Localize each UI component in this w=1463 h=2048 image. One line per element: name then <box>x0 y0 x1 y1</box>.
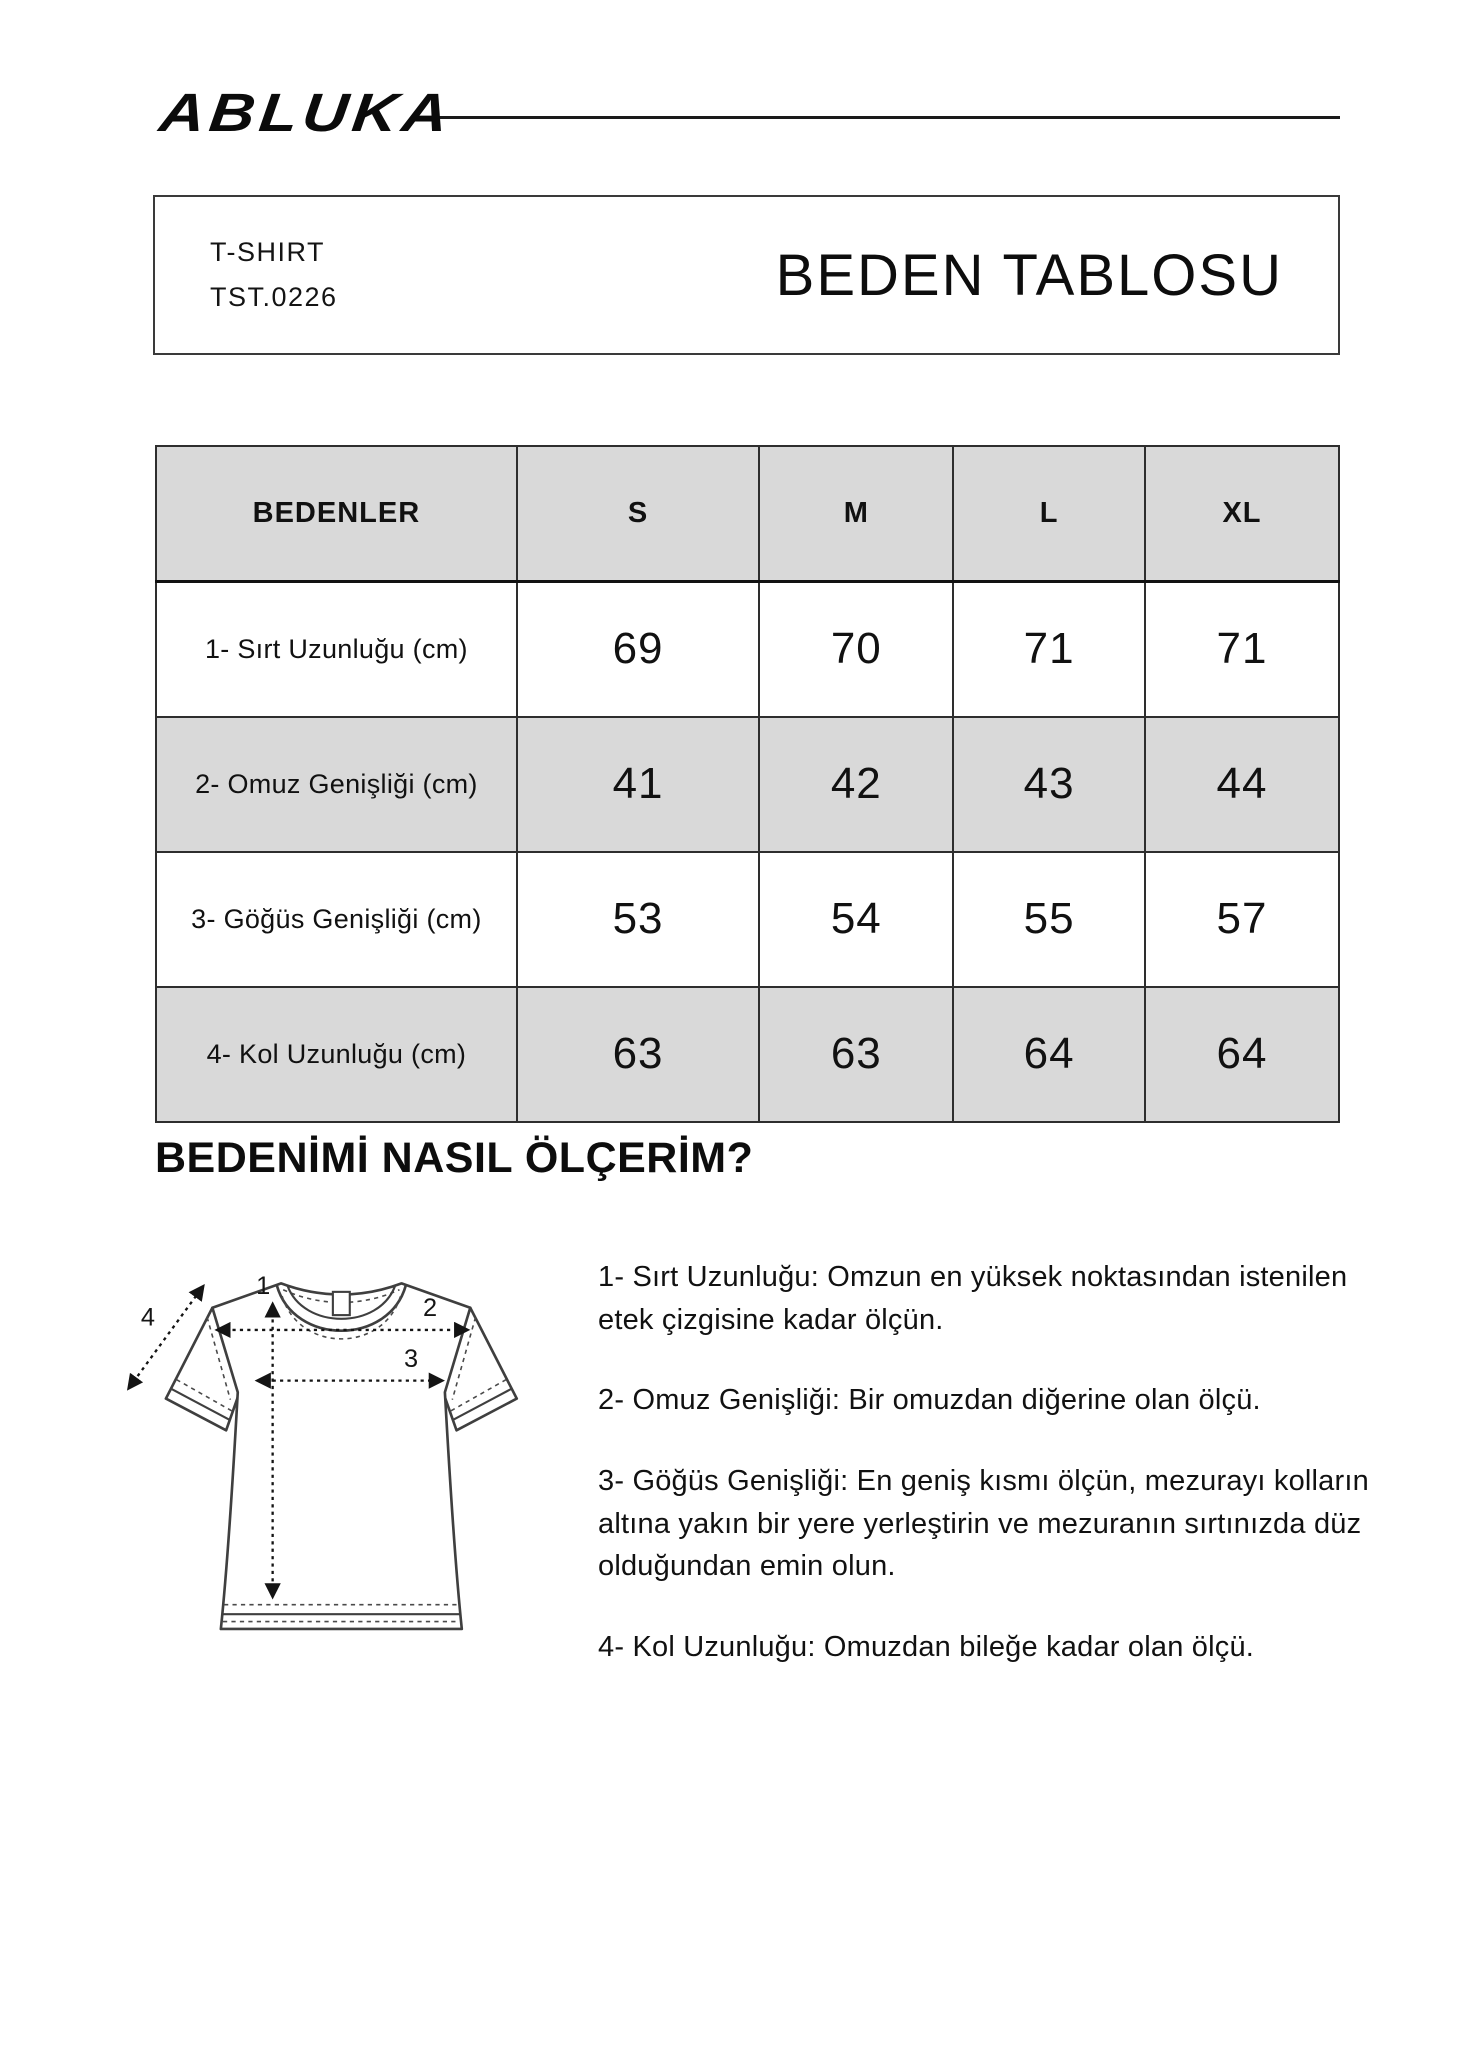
size-table-header-row <box>156 446 1339 582</box>
column-header-size-l: L <box>953 446 1145 582</box>
measurement-row <box>156 987 1339 1122</box>
measurement-label: 3- Göğüs Genişliği (cm) <box>156 852 517 987</box>
size-table-body <box>156 582 1339 1122</box>
diagram-label-3: 3 <box>404 1344 419 1373</box>
product-code: TST.0226 <box>210 282 338 312</box>
collar-brand-label <box>333 1292 350 1315</box>
measure-instruction: 2- Omuz Genişliği: Bir omuzdan diğerine olan ölçü. <box>598 1384 1261 1417</box>
product-name: T-SHIRT <box>210 237 326 267</box>
brand-row <box>156 83 1340 143</box>
brand-logo: ABLUKA <box>156 83 456 143</box>
measure-instruction: 1- Sırt Uzunluğu: Omzun en yüksek noktasından istenilen etek çizgisine kadar ölçün. <box>598 1261 1348 1336</box>
size-chart-title: BEDEN TABLOSU <box>775 242 1283 308</box>
size-value-cell: 54 <box>759 852 953 987</box>
size-value-cell: 57 <box>1145 852 1339 987</box>
size-value-cell: 71 <box>953 582 1145 717</box>
size-value-cell: 41 <box>517 717 760 852</box>
size-value-cell: 64 <box>953 987 1145 1122</box>
size-value-cell: 69 <box>517 582 760 717</box>
measurement-row <box>156 852 1339 987</box>
tshirt-measurement-diagram <box>112 1240 577 1665</box>
measurement-label: 4- Kol Uzunluğu (cm) <box>156 987 517 1122</box>
measure-instructions <box>598 1256 1373 1706</box>
tshirt-diagram-svg <box>112 1240 577 1665</box>
size-value-cell: 70 <box>759 582 953 717</box>
measurement-row <box>156 582 1339 717</box>
size-value-cell: 42 <box>759 717 953 852</box>
diagram-label-4: 4 <box>140 1303 155 1332</box>
column-header-size-m: M <box>759 446 953 582</box>
size-value-cell: 53 <box>517 852 760 987</box>
brand-divider-line <box>438 116 1340 119</box>
size-value-cell: 43 <box>953 717 1145 852</box>
measurement-label: 2- Omuz Genişliği (cm) <box>156 717 517 852</box>
measure-instruction: 4- Kol Uzunluğu: Omuzdan bileğe kadar olan ölçü. <box>598 1630 1255 1663</box>
column-header-label: BEDENLER <box>156 446 517 582</box>
diagram-label-2: 2 <box>423 1294 438 1323</box>
size-value-cell: 71 <box>1145 582 1339 717</box>
measure-section-heading: BEDENİMİ NASIL ÖLÇERİM? <box>155 1134 754 1182</box>
product-info <box>210 237 338 313</box>
header-box <box>153 195 1340 355</box>
size-value-cell: 64 <box>1145 987 1339 1122</box>
column-header-size-s: S <box>517 446 760 582</box>
tshirt-body-outline <box>212 1283 470 1629</box>
size-value-cell: 55 <box>953 852 1145 987</box>
size-value-cell: 44 <box>1145 717 1339 852</box>
size-value-cell: 63 <box>517 987 760 1122</box>
size-table <box>155 445 1340 1123</box>
diagram-label-1: 1 <box>256 1271 271 1300</box>
measurement-row <box>156 717 1339 852</box>
measure-instruction: 3- Göğüs Genişliği: En geniş kısmı ölçün, mezurayı kolların altına yakın bir yere yerleştirin ve mezuranın sırtınızda düz olduğundan emin olun. <box>598 1464 1369 1583</box>
column-header-size-xl: XL <box>1145 446 1339 582</box>
size-value-cell: 63 <box>759 987 953 1122</box>
measurement-label: 1- Sırt Uzunluğu (cm) <box>156 582 517 717</box>
